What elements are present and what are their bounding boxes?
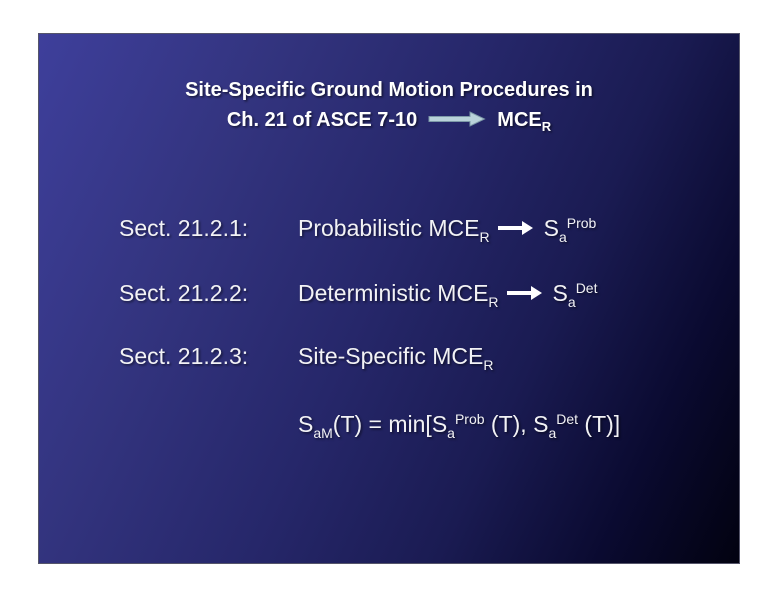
formula-sup2: Det <box>556 411 579 427</box>
section-label: Sect. 21.2.1: <box>119 215 249 241</box>
slide <box>38 33 740 564</box>
section-row-2 <box>119 276 597 313</box>
formula-sup1: Prob <box>454 411 485 427</box>
title-mce-base: MCE <box>497 109 542 131</box>
right-arrow-icon <box>507 285 543 301</box>
formula-sub1: a <box>447 425 455 441</box>
section-row-1 <box>119 211 596 248</box>
result-superscript: Det <box>575 280 598 296</box>
title-line-2-text: Ch. 21 of ASCE 7-10 <box>226 109 418 131</box>
result-base: S <box>552 280 568 306</box>
formula-part1: (T) = min[S <box>332 411 448 437</box>
section-row-3 <box>119 339 493 376</box>
block-right-arrow-icon <box>428 111 486 127</box>
title-line-1: Site-Specific Ground Motion Procedures in <box>185 79 593 101</box>
section-desc-subscript: R <box>488 294 499 310</box>
result-subscript: a <box>558 229 567 245</box>
title-line-2 <box>39 106 739 136</box>
section-label: Sect. 21.2.2: <box>119 280 249 306</box>
section-desc: Site-Specific MCE <box>298 343 484 369</box>
slide-title <box>39 76 739 136</box>
formula-line <box>298 407 620 444</box>
formula-base: S <box>298 411 314 437</box>
section-desc-subscript: R <box>483 357 494 373</box>
result-superscript: Prob <box>566 215 597 231</box>
title-mce-subscript: R <box>541 119 552 134</box>
formula-part2: (T), S <box>484 411 549 437</box>
right-arrow-icon <box>498 220 534 236</box>
section-desc-subscript: R <box>479 229 490 245</box>
formula-sub2: a <box>548 425 557 441</box>
formula-part3: (T)] <box>578 411 621 437</box>
section-desc: Deterministic MCE <box>298 280 489 306</box>
result-base: S <box>543 215 559 241</box>
formula-base-subscript: aM <box>313 425 333 441</box>
section-desc: Probabilistic MCE <box>298 215 480 241</box>
section-label: Sect. 21.2.3: <box>119 343 249 369</box>
result-subscript: a <box>567 294 576 310</box>
